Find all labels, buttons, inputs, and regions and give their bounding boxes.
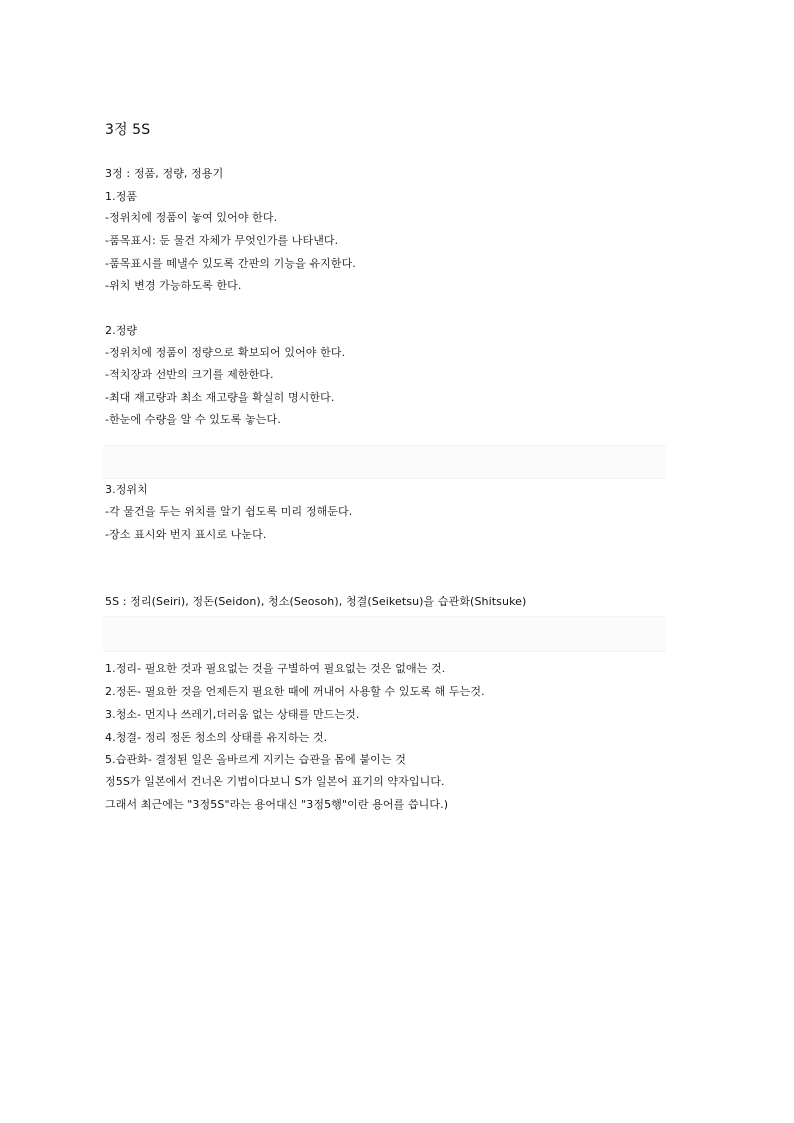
item2-line: -적치장과 선반의 크기를 제한한다. (105, 368, 274, 381)
5s-line: 2.정돈- 필요한 것을 언제든지 필요한 때에 꺼내어 사용할 수 있도록 해 두는것. (105, 685, 485, 698)
item3-title: 3.정위치 (105, 483, 148, 496)
item1-title: 1.정품 (105, 190, 138, 203)
item3-line: -각 물건을 두는 위치를 알기 쉽도록 미리 정해둔다. (105, 505, 353, 518)
section-5s-heading: 5S : 정리(Seiri), 정돈(Seidon), 청소(Seosoh), 청결(Seiketsu)을 습관화(Shitsuke) (105, 595, 527, 608)
item1-line: -위치 변경 가능하도록 한다. (105, 279, 242, 292)
item1-line: -정위치에 정품이 놓여 있어야 한다. (105, 211, 278, 224)
item2-line: -한눈에 수량을 알 수 있도록 놓는다. (105, 413, 281, 426)
item3-line: -장소 표시와 번지 표시로 나눈다. (105, 528, 267, 541)
item1-line: -품목표시: 둔 물건 자체가 무엇인가를 나타낸다. (105, 234, 339, 247)
item1-line: -품목표시를 떼낼수 있도록 간판의 기능을 유지한다. (105, 257, 356, 270)
document-title: 3정 5S (105, 122, 151, 138)
section-3jeong-heading: 3정 : 정품, 정량, 정용기 (105, 167, 224, 180)
5s-line: 1.정리- 필요한 것과 필요없는 것을 구별하여 필요없는 것은 없애는 것. (105, 662, 446, 675)
item2-line: -최대 재고량과 최소 재고량을 확실히 명시한다. (105, 391, 335, 404)
5s-line: 4.청결- 정리 정돈 청소의 상태를 유지하는 것. (105, 731, 328, 744)
item2-title: 2.정량 (105, 324, 138, 337)
5s-note-line: 그래서 최근에는 "3정5S"라는 용어대신 "3정5행"이란 용어를 씁니다.) (105, 798, 449, 811)
blank-table-band (103, 445, 666, 479)
5s-line: 3.청소- 먼지나 쓰레기,더러움 없는 상태를 만드는것. (105, 708, 360, 721)
blank-table-band (103, 616, 666, 652)
5s-note-line: 정5S가 일본에서 건너온 기법이다보니 S가 일본어 표기의 약자입니다. (105, 775, 445, 788)
item2-line: -정위치에 정품이 정량으로 확보되어 있어야 한다. (105, 346, 346, 359)
5s-line: 5.습관화- 결정된 일은 올바르게 지키는 습관을 몸에 붙이는 것 (105, 753, 406, 766)
